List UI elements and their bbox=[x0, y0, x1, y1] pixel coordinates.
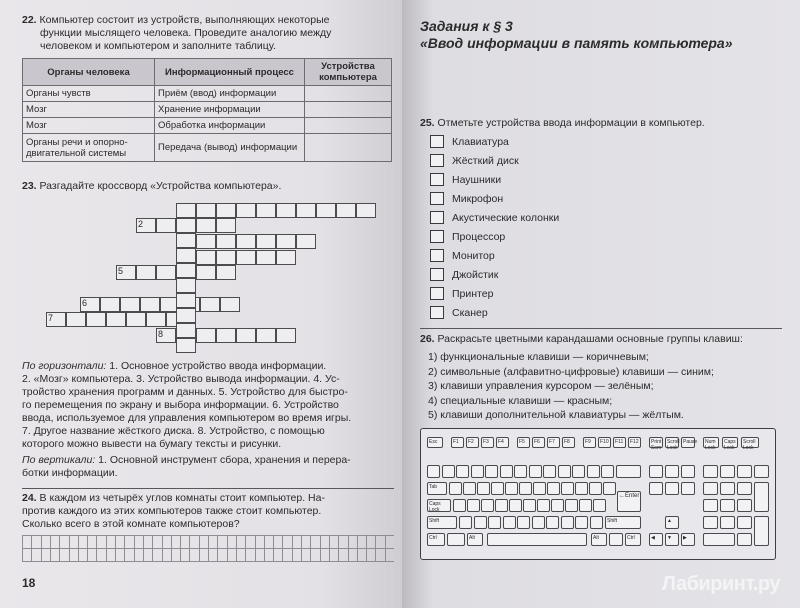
key-digit[interactable] bbox=[500, 465, 513, 478]
checkbox-label: Клавиатура bbox=[452, 135, 509, 148]
key-space[interactable] bbox=[487, 533, 587, 546]
enter-arrow-icon: ← bbox=[619, 493, 625, 499]
key-letter[interactable] bbox=[519, 482, 532, 495]
crossword-cell[interactable] bbox=[236, 234, 256, 249]
horizontal-clue: 1. Основное устройство ввода информации. bbox=[109, 360, 327, 372]
keyboard-diagram bbox=[420, 428, 776, 560]
crossword-cell[interactable] bbox=[176, 233, 196, 248]
key-numpad[interactable] bbox=[737, 499, 752, 512]
task-23-number: 23. bbox=[22, 180, 37, 192]
key-navigation[interactable] bbox=[649, 465, 663, 478]
checkbox-label: Джойстик bbox=[452, 268, 499, 281]
checkbox[interactable] bbox=[430, 154, 444, 167]
labirint-logo: Лабиринт.ру bbox=[661, 573, 780, 595]
key-group-item: 4) специальные клавиши — красным; bbox=[428, 394, 613, 407]
process-cell: Хранение информации bbox=[155, 102, 305, 118]
crossword-cell[interactable] bbox=[216, 265, 236, 280]
key-numpad[interactable] bbox=[703, 516, 718, 529]
key-shift-left[interactable]: Shift bbox=[427, 516, 457, 529]
crossword-cell[interactable] bbox=[256, 328, 276, 343]
organ-cell: Органы чувств bbox=[23, 86, 155, 102]
checkbox-row[interactable] bbox=[430, 228, 505, 245]
horizontal-clue: 7. Другое название жёсткого диска. 8. Устройство, с помощью bbox=[22, 425, 325, 437]
key-numpad[interactable] bbox=[720, 516, 735, 529]
key-numpad[interactable] bbox=[703, 499, 718, 512]
key-f11[interactable]: F11 bbox=[613, 437, 626, 448]
crossword-cell[interactable] bbox=[176, 308, 196, 323]
task-25-instruction: Отметьте устройства ввода информации в компьютер. bbox=[437, 117, 705, 129]
crossword-cell[interactable] bbox=[336, 203, 356, 218]
checkbox-row[interactable] bbox=[430, 304, 488, 321]
key-letter[interactable] bbox=[503, 516, 516, 529]
key-navigation[interactable] bbox=[665, 482, 679, 495]
checkbox-row[interactable] bbox=[430, 247, 495, 264]
key-digit[interactable] bbox=[601, 465, 614, 478]
key-numpad[interactable] bbox=[720, 482, 735, 495]
key-letter[interactable] bbox=[517, 516, 530, 529]
key-shift-right[interactable]: Shift bbox=[605, 516, 641, 529]
key-numpad[interactable] bbox=[703, 465, 718, 478]
key-letter[interactable] bbox=[546, 516, 559, 529]
crossword-cell[interactable] bbox=[176, 203, 196, 218]
crossword-cell[interactable] bbox=[216, 250, 236, 265]
key-digit[interactable] bbox=[572, 465, 585, 478]
horizontal-clue: ввода, используемое для управления компьютером во время игры. bbox=[22, 412, 352, 424]
checkbox[interactable] bbox=[430, 173, 444, 186]
key-f5[interactable]: F5 bbox=[517, 437, 530, 448]
key-navigation[interactable] bbox=[665, 465, 679, 478]
key-group-item: 3) клавиши управления курсором — зелёным; bbox=[428, 380, 654, 392]
key-ctrl-right[interactable]: Ctrl bbox=[625, 533, 641, 546]
key-f4[interactable]: F4 bbox=[496, 437, 509, 448]
key-numpad-0[interactable] bbox=[703, 533, 735, 546]
horizontal-clue: которого можно вывести на бумагу тексты и рисунки. bbox=[22, 438, 282, 450]
checkbox-label: Микрофон bbox=[452, 192, 504, 205]
header-process: Информационный процесс bbox=[155, 59, 305, 86]
key-f12[interactable]: F12 bbox=[628, 437, 641, 448]
vertical-clue: 1. Основной инструмент сбора, хранения и перера- bbox=[98, 454, 351, 466]
crossword-cell[interactable] bbox=[256, 203, 276, 218]
crossword-cell[interactable] bbox=[86, 312, 106, 327]
crossword-cell[interactable] bbox=[176, 278, 196, 293]
key-digit[interactable] bbox=[529, 465, 542, 478]
checkbox[interactable] bbox=[430, 230, 444, 243]
task-22-line-1: Компьютер состоит из устройств, выполняющих некоторые bbox=[39, 14, 330, 26]
key-digit[interactable] bbox=[543, 465, 556, 478]
key-letter[interactable] bbox=[547, 482, 560, 495]
key-numpad-plus[interactable] bbox=[754, 482, 769, 512]
key-f9[interactable]: F9 bbox=[583, 437, 596, 448]
checkbox[interactable] bbox=[430, 192, 444, 205]
checkbox-row[interactable] bbox=[430, 133, 509, 150]
crossword-cell[interactable] bbox=[220, 297, 240, 312]
checkbox-label: Акустические колонки bbox=[452, 211, 560, 224]
process-cell: Передача (вывод) информации bbox=[155, 134, 305, 162]
crossword-cell[interactable] bbox=[106, 312, 126, 327]
key-f6[interactable]: F6 bbox=[532, 437, 545, 448]
key-navigation[interactable] bbox=[649, 482, 663, 495]
crossword-cell[interactable] bbox=[66, 312, 86, 327]
key-letter[interactable] bbox=[467, 499, 480, 512]
task-22-line-3: человеком и компьютером и заполните таблицу. bbox=[40, 40, 276, 52]
task-26-number: 26. bbox=[420, 333, 435, 345]
checkbox[interactable] bbox=[430, 306, 444, 319]
answer-grid[interactable] bbox=[22, 535, 394, 561]
task-22-number: 22. bbox=[22, 14, 37, 26]
crossword-clues bbox=[22, 360, 394, 480]
crossword-cell[interactable] bbox=[276, 328, 296, 343]
task-24-number: 24. bbox=[22, 492, 37, 504]
crossword-cell[interactable] bbox=[126, 312, 146, 327]
process-cell: Приём (ввод) информации bbox=[155, 86, 305, 102]
key-digit[interactable] bbox=[456, 465, 469, 478]
header-devices: Устройства компьютера bbox=[305, 59, 392, 86]
organ-cell: Мозг bbox=[23, 102, 155, 118]
key-tab[interactable]: Tab bbox=[427, 482, 447, 495]
crossword-cell[interactable] bbox=[236, 328, 256, 343]
crossword-number: 5 bbox=[118, 266, 124, 276]
key-letter[interactable] bbox=[593, 499, 606, 512]
key-arrow-down[interactable]: ▼ bbox=[665, 533, 679, 546]
enter-label: Enter bbox=[625, 493, 640, 499]
section-heading bbox=[420, 18, 785, 52]
key-f8[interactable]: F8 bbox=[562, 437, 575, 448]
crossword-cell[interactable] bbox=[216, 218, 236, 233]
checkbox-row[interactable] bbox=[430, 285, 493, 302]
key-letter[interactable] bbox=[523, 499, 536, 512]
key-letter[interactable] bbox=[474, 516, 487, 529]
key-arrow-left[interactable]: ◀ bbox=[649, 533, 663, 546]
checkbox-row[interactable] bbox=[430, 209, 559, 226]
checkbox-row[interactable] bbox=[430, 171, 501, 188]
key-digit[interactable] bbox=[471, 465, 484, 478]
checkbox-label: Жёсткий диск bbox=[452, 154, 519, 167]
crossword-cell[interactable] bbox=[216, 234, 236, 249]
key-numpad-dot[interactable] bbox=[737, 533, 752, 546]
grid-line bbox=[22, 561, 394, 562]
key-letter[interactable] bbox=[561, 516, 574, 529]
crossword-cell[interactable] bbox=[176, 338, 196, 353]
key-numpad-enter[interactable] bbox=[754, 516, 769, 546]
page-number-left: 18 bbox=[22, 576, 36, 590]
key-ctrl-left[interactable]: Ctrl bbox=[427, 533, 445, 546]
horizontal-clue: го перемещения по экрану и выбора информации. 6. Устройство bbox=[22, 399, 339, 411]
task-24-line: против каждого из этих компьютеров также стоит компьютер. bbox=[22, 505, 322, 517]
key-numpad[interactable] bbox=[737, 516, 752, 529]
section-subtitle: «Ввод информации в память компьютера» bbox=[420, 35, 733, 51]
key-numpad[interactable] bbox=[703, 482, 718, 495]
checkbox[interactable] bbox=[430, 249, 444, 262]
key-numpad-minus[interactable] bbox=[754, 465, 769, 478]
crossword-cell[interactable] bbox=[276, 203, 296, 218]
key-letter[interactable] bbox=[491, 482, 504, 495]
key-letter[interactable] bbox=[589, 482, 602, 495]
indicator-num-lock: Num Lock bbox=[703, 437, 719, 448]
crossword-cell[interactable] bbox=[216, 203, 236, 218]
key-letter[interactable] bbox=[590, 516, 603, 529]
key-letter[interactable] bbox=[495, 499, 508, 512]
task-23-instruction: Разгадайте кроссворд «Устройства компьютера». bbox=[39, 180, 282, 192]
crossword-cell[interactable] bbox=[236, 203, 256, 218]
crossword-number: 6 bbox=[82, 298, 88, 308]
key-digit[interactable] bbox=[514, 465, 527, 478]
key-letter[interactable] bbox=[603, 482, 616, 495]
checkbox[interactable] bbox=[430, 135, 444, 148]
key-digit[interactable] bbox=[427, 465, 440, 478]
crossword-cell[interactable] bbox=[136, 265, 156, 280]
grid-line bbox=[22, 548, 394, 549]
crossword-cell[interactable] bbox=[196, 328, 216, 343]
crossword-cell[interactable] bbox=[176, 218, 196, 233]
key-f10[interactable]: F10 bbox=[598, 437, 611, 448]
task-22-line-2: функции мыслящего человека. Проведите аналогию между bbox=[40, 27, 332, 39]
crossword-cell[interactable] bbox=[356, 203, 376, 218]
key-letter[interactable] bbox=[561, 482, 574, 495]
crossword-grid bbox=[0, 0, 402, 360]
crossword-cell[interactable] bbox=[196, 265, 216, 280]
key-f3[interactable]: F3 bbox=[481, 437, 494, 448]
crossword-cell[interactable] bbox=[256, 234, 276, 249]
key-numpad[interactable] bbox=[720, 465, 735, 478]
crossword-cell[interactable] bbox=[316, 203, 336, 218]
key-letter[interactable] bbox=[533, 482, 546, 495]
crossword-number: 2 bbox=[138, 219, 144, 229]
crossword-cell[interactable] bbox=[276, 250, 296, 265]
key-letter[interactable] bbox=[459, 516, 472, 529]
grid-line bbox=[22, 535, 394, 536]
key-letter[interactable] bbox=[477, 482, 490, 495]
key-group-item: 1) функциональные клавиши — коричневым; bbox=[428, 351, 649, 363]
key-group-item: 5) клавиши дополнительной клавиатуры — жёлтым. bbox=[428, 409, 684, 421]
key-letter[interactable] bbox=[575, 482, 588, 495]
vertical-label: По вертикали: bbox=[22, 454, 96, 466]
key-letter[interactable] bbox=[575, 516, 588, 529]
key-numpad[interactable] bbox=[737, 482, 752, 495]
checkbox[interactable] bbox=[430, 211, 444, 224]
key-letter[interactable] bbox=[565, 499, 578, 512]
key-enter[interactable] bbox=[617, 491, 641, 512]
crossword-cell[interactable] bbox=[120, 297, 140, 312]
task-24-line: В каждом из четырёх углов комнаты стоит компьютер. На- bbox=[39, 492, 325, 504]
key-menu[interactable] bbox=[609, 533, 623, 546]
crossword-cell[interactable] bbox=[196, 218, 216, 233]
key-alt-right[interactable]: Alt bbox=[591, 533, 607, 546]
key-letter[interactable] bbox=[481, 499, 494, 512]
key-letter[interactable] bbox=[505, 482, 518, 495]
crossword-cell[interactable] bbox=[216, 328, 236, 343]
key-f2[interactable]: F2 bbox=[466, 437, 479, 448]
crossword-cell[interactable] bbox=[176, 263, 196, 278]
checkbox-label: Процессор bbox=[452, 230, 506, 243]
key-pause[interactable]: Pause bbox=[681, 437, 695, 448]
task-24-text bbox=[22, 492, 394, 531]
key-scroll[interactable]: Scroll Lock bbox=[667, 439, 680, 451]
crossword-cell[interactable] bbox=[196, 250, 216, 265]
crossword-cell[interactable] bbox=[196, 234, 216, 249]
key-arrow-up[interactable]: ▲ bbox=[665, 516, 679, 529]
task-25-text bbox=[420, 117, 705, 130]
section-title: Задания к § 3 bbox=[420, 18, 513, 34]
checkbox-label: Сканер bbox=[452, 306, 488, 319]
key-numpad[interactable] bbox=[720, 499, 735, 512]
checkbox-row[interactable] bbox=[430, 190, 503, 207]
indicator-caps-lock: Caps Lock bbox=[722, 437, 738, 448]
task-24-line: Сколько всего в этой комнате компьютеров? bbox=[22, 518, 240, 530]
crossword-cell[interactable] bbox=[200, 297, 220, 312]
horizontal-clue: тройство хранения программ и данных. 5. Устройство для быстро- bbox=[22, 386, 348, 398]
horizontal-clue: 2. «Мозг» компьютера. 3. Устройство вывода информации. 4. Ус- bbox=[22, 373, 340, 385]
checkbox-label: Наушники bbox=[452, 173, 502, 186]
checkbox-row[interactable] bbox=[430, 152, 519, 169]
crossword-number: 7 bbox=[48, 313, 54, 323]
crossword-cell[interactable] bbox=[296, 203, 316, 218]
process-cell: Обработка информации bbox=[155, 118, 305, 134]
key-navigation[interactable] bbox=[681, 482, 695, 495]
key-groups-list bbox=[428, 350, 714, 423]
crossword-cell[interactable] bbox=[236, 250, 256, 265]
key-esc[interactable]: Esc bbox=[427, 437, 443, 448]
key-win[interactable] bbox=[447, 533, 465, 546]
key-alt-left[interactable]: Alt bbox=[467, 533, 483, 546]
task-26-text bbox=[420, 333, 743, 346]
crossword-cell[interactable] bbox=[176, 323, 196, 338]
key-digit[interactable] bbox=[485, 465, 498, 478]
key-digit[interactable] bbox=[558, 465, 571, 478]
crossword-number: 8 bbox=[158, 329, 164, 339]
key-navigation[interactable] bbox=[681, 465, 695, 478]
key-print-screen[interactable]: Print Scrn bbox=[651, 439, 662, 451]
crossword-cell[interactable] bbox=[176, 248, 196, 263]
crossword-cell[interactable] bbox=[140, 297, 160, 312]
horizontal-label: По горизонтали: bbox=[22, 360, 107, 372]
divider bbox=[22, 488, 394, 489]
crossword-cell[interactable] bbox=[100, 297, 120, 312]
key-letter[interactable] bbox=[449, 482, 462, 495]
vertical-clue: ботки информации. bbox=[22, 467, 118, 479]
key-letter[interactable] bbox=[463, 482, 476, 495]
key-letter[interactable] bbox=[551, 499, 564, 512]
key-backspace[interactable] bbox=[616, 465, 641, 478]
crossword-cell[interactable] bbox=[196, 203, 216, 218]
key-caps-lock[interactable]: Caps Lock bbox=[427, 499, 451, 512]
checkbox-label: Монитор bbox=[452, 249, 495, 262]
key-f1[interactable]: F1 bbox=[451, 437, 464, 448]
task-25-number: 25. bbox=[420, 117, 435, 129]
key-digit[interactable] bbox=[442, 465, 455, 478]
key-letter[interactable] bbox=[579, 499, 592, 512]
crossword-cell[interactable] bbox=[156, 218, 176, 233]
crossword-cell[interactable] bbox=[296, 234, 316, 249]
divider bbox=[420, 328, 782, 329]
key-letter[interactable] bbox=[537, 499, 550, 512]
checkbox[interactable] bbox=[430, 268, 444, 281]
key-numpad[interactable] bbox=[737, 465, 752, 478]
checkbox-label: Принтер bbox=[452, 287, 494, 300]
checkbox[interactable] bbox=[430, 287, 444, 300]
key-arrow-right[interactable]: ▶ bbox=[681, 533, 695, 546]
indicator-scroll-lock: Scroll Lock bbox=[741, 437, 759, 448]
key-letter[interactable] bbox=[532, 516, 545, 529]
key-letter[interactable] bbox=[509, 499, 522, 512]
checkbox-row[interactable] bbox=[430, 266, 498, 283]
key-digit[interactable] bbox=[587, 465, 600, 478]
header-organs: Органы человека bbox=[23, 59, 155, 86]
task-26-instruction: Раскрасьте цветными карандашами основные группы клавиш: bbox=[437, 333, 743, 345]
crossword-cell[interactable] bbox=[256, 250, 276, 265]
key-letter[interactable] bbox=[488, 516, 501, 529]
organ-cell: Мозг bbox=[23, 118, 155, 134]
key-f7[interactable]: F7 bbox=[547, 437, 560, 448]
crossword-cell[interactable] bbox=[156, 265, 176, 280]
key-group-item: 2) символьные (алфавитно-цифровые) клавиши — синим; bbox=[428, 365, 714, 378]
key-letter[interactable] bbox=[453, 499, 466, 512]
organ-cell: Органы речи и опорно-двигательной системы bbox=[23, 134, 155, 162]
crossword-cell[interactable] bbox=[276, 234, 296, 249]
right-page bbox=[402, 0, 800, 608]
crossword-cell[interactable] bbox=[176, 293, 196, 308]
crossword-cell[interactable] bbox=[146, 312, 166, 327]
